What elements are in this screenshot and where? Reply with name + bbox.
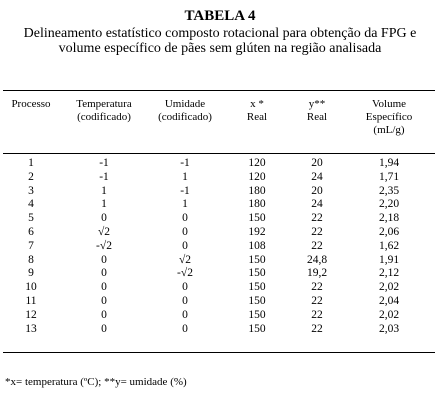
- table-row: [0, 267, 440, 281]
- cell-processo: 13: [25, 322, 37, 335]
- header-volume-especifico: [354, 98, 424, 137]
- cell-temperatura: 0: [101, 308, 107, 321]
- cell-y-real: 22: [311, 239, 323, 252]
- cell-processo: 6: [28, 225, 34, 238]
- cell-y-real: 22: [311, 322, 323, 335]
- table-row: [0, 309, 440, 323]
- cell-volume: 2,03: [378, 322, 400, 335]
- table-footnote: *x= temperatura (ºC); **y= umidade (%): [5, 376, 187, 388]
- header-line: (codificado): [77, 111, 131, 123]
- cell-y-real: 24: [311, 170, 323, 183]
- cell-x-real: 150: [248, 253, 266, 266]
- cell-volume: 2,35: [378, 184, 400, 197]
- cell-processo: 12: [25, 308, 37, 321]
- cell-y-real: 22: [311, 212, 323, 225]
- cell-processo: 11: [25, 294, 37, 307]
- table-bottom-rule: [3, 352, 435, 353]
- cell-umidade: √2: [178, 253, 192, 266]
- table-header-rule: [3, 153, 435, 154]
- table-row: [0, 212, 440, 226]
- cell-temperatura: 0: [101, 281, 107, 294]
- header-umidade: [146, 98, 224, 124]
- cell-x-real: 108: [248, 239, 266, 252]
- cell-volume: 1,91: [378, 253, 400, 266]
- cell-processo: 5: [28, 212, 34, 225]
- cell-temperatura: 1: [101, 184, 107, 197]
- header-y-real: [292, 98, 342, 124]
- cell-volume: 2,20: [378, 198, 400, 211]
- cell-x-real: 150: [248, 294, 266, 307]
- table-body: [0, 157, 440, 336]
- header-line: x *: [250, 98, 264, 110]
- cell-volume: 2,02: [378, 281, 400, 294]
- cell-processo: 4: [28, 198, 34, 211]
- cell-x-real: 150: [248, 281, 266, 294]
- table-row: [0, 254, 440, 268]
- header-line: Específico: [365, 111, 413, 123]
- header-line: Processo: [11, 98, 51, 110]
- cell-temperatura: √2: [97, 225, 111, 238]
- cell-temperatura: 0: [101, 212, 107, 225]
- cell-temperatura: 0: [101, 322, 107, 335]
- cell-x-real: 150: [248, 308, 266, 321]
- cell-volume: 1,94: [378, 157, 400, 169]
- cell-y-real: 22: [311, 225, 323, 238]
- cell-temperatura: -1: [99, 157, 109, 169]
- header-x-real: [232, 98, 282, 124]
- cell-temperatura: 0: [101, 267, 107, 280]
- cell-volume: 2,12: [378, 267, 400, 280]
- table-row: [0, 226, 440, 240]
- cell-x-real: 120: [248, 157, 266, 169]
- cell-y-real: 22: [311, 281, 323, 294]
- cell-umidade: -1: [180, 184, 190, 197]
- cell-x-real: 120: [248, 170, 266, 183]
- cell-processo: 3: [28, 184, 34, 197]
- table-row: [0, 281, 440, 295]
- header-line: (mL/g): [373, 124, 405, 136]
- cell-temperatura: 0: [101, 253, 107, 266]
- cell-x-real: 192: [248, 225, 266, 238]
- header-line: Volume: [371, 98, 407, 110]
- cell-temperatura: 1: [101, 198, 107, 211]
- cell-y-real: 22: [311, 308, 323, 321]
- cell-x-real: 150: [248, 267, 266, 280]
- cell-umidade: 1: [182, 198, 188, 211]
- cell-processo: 10: [25, 281, 37, 294]
- cell-volume: 2,02: [378, 308, 400, 321]
- table-title: TABELA 4: [184, 8, 256, 24]
- table-row: [0, 323, 440, 337]
- cell-temperatura: -√2: [96, 239, 112, 252]
- cell-y-real: 20: [311, 157, 323, 169]
- cell-umidade: 0: [182, 281, 188, 294]
- header-line: y**: [308, 98, 326, 110]
- table-top-rule: [3, 90, 435, 91]
- cell-y-real: 20: [311, 184, 323, 197]
- table-row: [0, 198, 440, 212]
- cell-umidade: -1: [180, 157, 190, 169]
- cell-y-real: 22: [311, 294, 323, 307]
- cell-processo: 8: [28, 253, 34, 266]
- cell-y-real: 19,2: [306, 267, 328, 280]
- table-row: [0, 240, 440, 254]
- cell-volume: 1,71: [378, 170, 400, 183]
- cell-umidade: 0: [182, 322, 188, 335]
- cell-processo: 9: [28, 267, 34, 280]
- cell-y-real: 24,8: [306, 253, 328, 266]
- header-temperatura: [64, 98, 144, 124]
- table-row: [0, 171, 440, 185]
- cell-umidade: 0: [182, 212, 188, 225]
- header-line: (codificado): [158, 111, 212, 123]
- cell-x-real: 150: [248, 322, 266, 335]
- cell-processo: 1: [28, 157, 34, 169]
- cell-y-real: 24: [311, 198, 323, 211]
- header-line: Umidade: [164, 98, 206, 110]
- header-processo: [6, 98, 56, 111]
- cell-umidade: 0: [182, 239, 188, 252]
- table-row: [0, 185, 440, 199]
- cell-volume: 2,18: [378, 212, 400, 225]
- cell-umidade: 0: [182, 308, 188, 321]
- table-caption: Delineamento estatístico composto rotacional para obtenção da FPG e volume específico de pães sem glúten na região analisada: [23, 26, 417, 56]
- header-line: Temperatura: [76, 98, 132, 110]
- cell-umidade: 1: [182, 170, 188, 183]
- cell-processo: 2: [28, 170, 34, 183]
- cell-processo: 7: [28, 239, 34, 252]
- cell-volume: 2,06: [378, 225, 400, 238]
- table-row: [0, 295, 440, 309]
- cell-umidade: 0: [182, 225, 188, 238]
- header-line: Real: [306, 111, 328, 123]
- cell-umidade: -√2: [177, 267, 193, 280]
- cell-temperatura: 0: [101, 294, 107, 307]
- header-line: Real: [246, 111, 268, 123]
- cell-volume: 2,04: [378, 294, 400, 307]
- cell-temperatura: -1: [99, 170, 109, 183]
- cell-x-real: 150: [248, 212, 266, 225]
- cell-x-real: 180: [248, 184, 266, 197]
- cell-umidade: 0: [182, 294, 188, 307]
- table-row: [0, 157, 440, 171]
- cell-x-real: 180: [248, 198, 266, 211]
- cell-volume: 1,62: [378, 239, 400, 252]
